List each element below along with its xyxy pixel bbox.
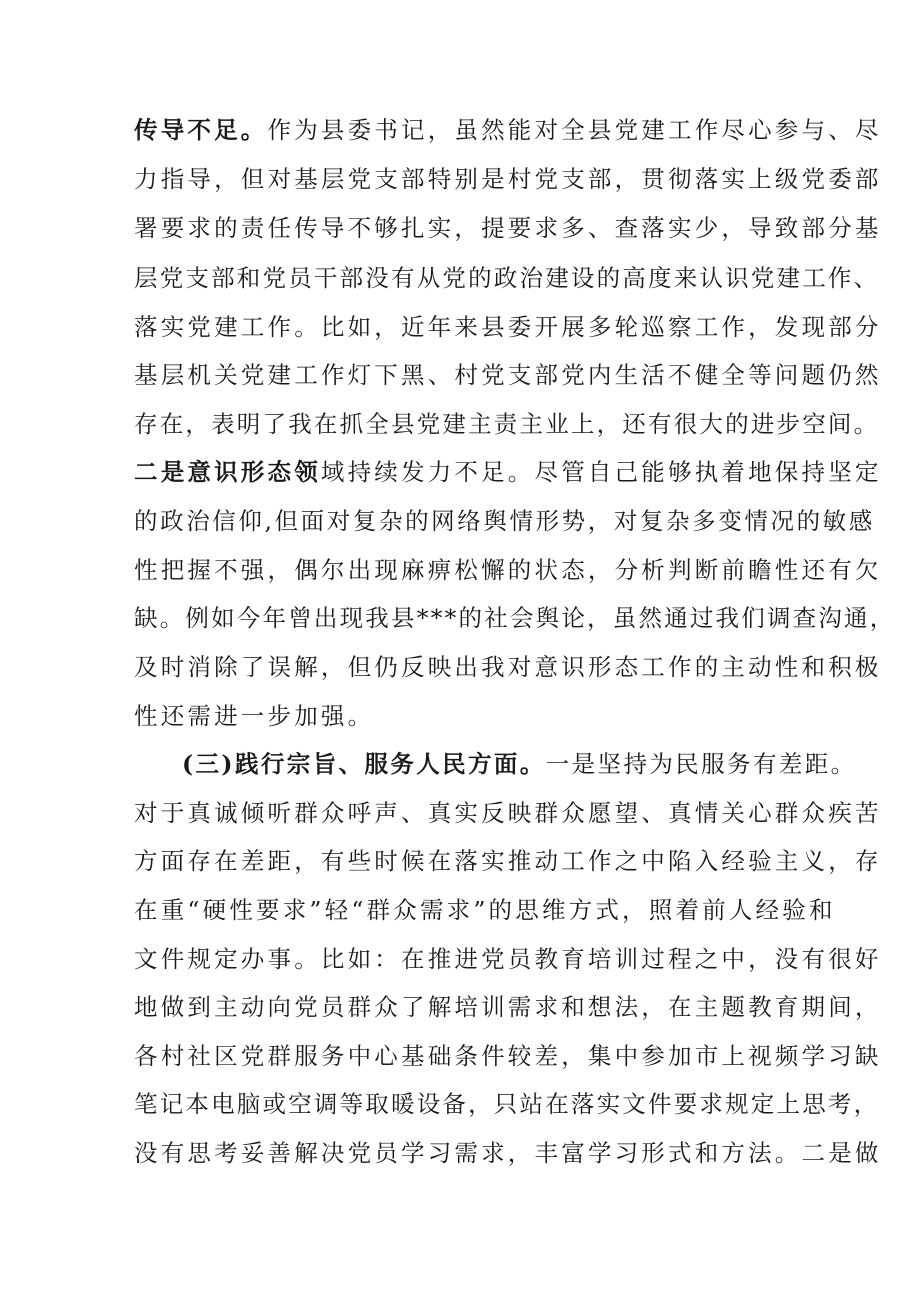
text-line (134, 456, 882, 488)
text-line (134, 894, 836, 926)
text-line (134, 991, 882, 1023)
text-line (134, 602, 895, 634)
body-text: 落实党建工作。比如，近年来县委开展多轮巡察工作，发现部分 (134, 313, 882, 341)
text-line (134, 845, 882, 877)
body-text: 文件规定办事。比如：在推进党员教育培训过程之中，没有很好 (134, 945, 882, 973)
body-text: 力指导，但对基层党支部特别是村党支部，贯彻落实上级党委部 (134, 165, 882, 193)
body-text: 对于真诚倾听群众呼声、真实反映群众愿望、真情关心群众疾苦 (134, 799, 882, 827)
text-line (134, 554, 882, 586)
body-text: 及时消除了误解，但仍反映出我对意识形态工作的主动性和积极 (134, 653, 882, 681)
body-text: 性还需进一步加强。 (134, 702, 375, 730)
body-text: 的政治信仰,但面对复杂的网络舆情形势，对复杂多变情况的敏感 (134, 507, 875, 535)
body-text: 层党支部和党员干部没有从党的政治建设的高度来认识党建工作、 (134, 264, 880, 292)
bold-heading: 二是意识形态领 (134, 458, 321, 486)
body-text: 基层机关党建工作灯下黑、村党支部党内生活不健全等问题仍然 (134, 361, 882, 389)
text-line (134, 943, 882, 975)
body-text: 笔记本电脑或空调等取暖设备，只站在落实文件要求规定上思考， (134, 1090, 880, 1118)
text-line (134, 700, 374, 732)
body-text: 一是坚持为民服务有差距。 (545, 750, 857, 778)
body-text: 方面存在差距，有些时候在落实推动工作之中陷入经验主义，存 (134, 847, 882, 875)
body-text: 在重“硬性要求”轻“群众需求”的思维方式，照着前人经验和 (134, 896, 836, 924)
text-line (134, 163, 882, 195)
text-line (182, 748, 857, 780)
text-line (134, 311, 882, 343)
text-line (134, 262, 879, 294)
text-line (134, 408, 879, 440)
body-text: 域持续发力不足。尽管自己能够执着地保持坚定 (320, 458, 882, 486)
body-text: 作为县委书记，虽然能对全县党建工作尽心参与、尽 (267, 116, 882, 144)
text-line (134, 1040, 882, 1072)
text-line (134, 505, 875, 537)
text-line (134, 1137, 882, 1169)
bold-heading: 传导不足。 (134, 116, 268, 144)
body-text: 性把握不强，偶尔出现麻痹松懈的状态，分析判断前瞻性还有欠 (134, 556, 882, 584)
section-heading: (三)践行宗旨、服务人民方面。 (182, 750, 546, 778)
text-line (134, 651, 882, 683)
text-line (134, 359, 882, 391)
body-text: 署要求的责任传导不够扎实，提要求多、查落实少，导致部分基 (134, 214, 882, 242)
text-line (134, 1088, 879, 1120)
text-line (134, 114, 882, 146)
text-line (134, 212, 882, 244)
body-text: 存在，表明了我在抓全县党建主责主业上，还有很大的进步空间。 (134, 410, 880, 438)
body-text: 缺。例如今年曾出现我县***的社会舆论，虽然通过我们调查沟通， (134, 604, 896, 632)
body-text: 地做到主动向党员群众了解培训需求和想法，在主题教育期间， (134, 993, 882, 1021)
body-text: 各村社区党群服务中心基础条件较差，集中参加市上视频学习缺 (134, 1042, 882, 1070)
text-line (134, 797, 882, 829)
body-text: 没有思考妥善解决党员学习需求，丰富学习形式和方法。二是做 (134, 1139, 882, 1167)
